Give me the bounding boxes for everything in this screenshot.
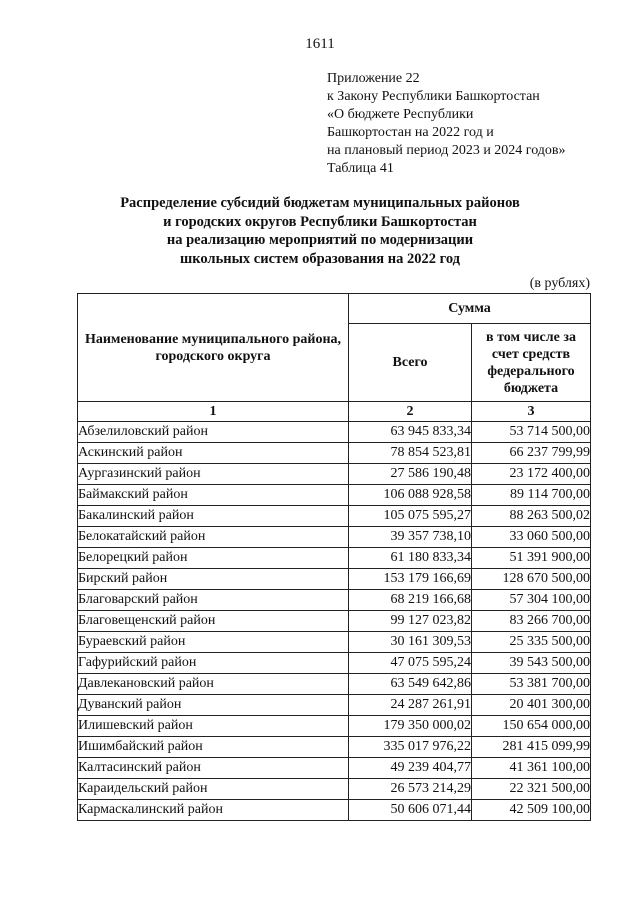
district-name-cell: Благовещенский район xyxy=(78,611,349,632)
appendix-line: на плановый период 2023 и 2024 годов» xyxy=(327,143,566,158)
total-cell: 106 088 928,58 xyxy=(349,485,472,506)
district-name-cell: Илишевский район xyxy=(78,716,349,737)
table-row xyxy=(78,632,591,653)
units-note: (в рублях) xyxy=(529,276,590,291)
table-row xyxy=(78,611,591,632)
subsidy-table xyxy=(77,293,591,821)
district-name-cell: Баймакский район xyxy=(78,485,349,506)
column-number: 2 xyxy=(349,402,472,422)
table-row xyxy=(78,506,591,527)
table-row xyxy=(78,569,591,590)
federal-cell: 41 361 100,00 xyxy=(472,758,591,779)
total-cell: 26 573 214,29 xyxy=(349,779,472,800)
table-row xyxy=(78,443,591,464)
federal-cell: 89 114 700,00 xyxy=(472,485,591,506)
table-row xyxy=(78,674,591,695)
district-name-cell: Белокатайский район xyxy=(78,527,349,548)
total-cell: 49 239 404,77 xyxy=(349,758,472,779)
table-row xyxy=(78,653,591,674)
title-line: Распределение субсидий бюджетам муниципальных районов xyxy=(120,195,520,211)
total-cell: 179 350 000,02 xyxy=(349,716,472,737)
appendix-line: к Закону Республики Башкортостан xyxy=(327,89,540,104)
total-cell: 63 945 833,34 xyxy=(349,422,472,443)
appendix-line: Таблица 41 xyxy=(327,161,394,176)
table-row xyxy=(78,422,591,443)
total-cell: 39 357 738,10 xyxy=(349,527,472,548)
total-cell: 24 287 261,91 xyxy=(349,695,472,716)
title-line: и городских округов Республики Башкортостан xyxy=(163,213,477,230)
total-cell: 99 127 023,82 xyxy=(349,611,472,632)
federal-cell: 83 266 700,00 xyxy=(472,611,591,632)
total-cell: 27 586 190,48 xyxy=(349,464,472,485)
total-cell: 335 017 976,22 xyxy=(349,737,472,758)
district-name-cell: Караидельский район xyxy=(78,779,349,800)
federal-cell: 57 304 100,00 xyxy=(472,590,591,611)
title-line: школьных систем образования на 2022 год xyxy=(179,250,461,267)
title-line: на реализацию мероприятий по модернизации xyxy=(166,232,474,248)
district-name-cell: Бакалинский район xyxy=(78,506,349,527)
table-row xyxy=(78,800,591,821)
federal-cell: 88 263 500,02 xyxy=(472,506,591,527)
total-cell: 30 161 309,53 xyxy=(349,632,472,653)
district-name-cell: Кармаскалинский район xyxy=(78,800,349,821)
federal-cell: 53 381 700,00 xyxy=(472,674,591,695)
total-cell: 61 180 833,34 xyxy=(349,548,472,569)
table-row xyxy=(78,527,591,548)
column-number: 3 xyxy=(472,402,591,422)
federal-cell: 66 237 799,99 xyxy=(472,443,591,464)
district-name-cell: Бирский район xyxy=(78,569,349,590)
appendix-line: «О бюджете Республики xyxy=(327,107,474,122)
header-sum: Сумма xyxy=(349,294,591,324)
table-row xyxy=(78,590,591,611)
header-federal: в том числе за счет средств федерального бюджета xyxy=(472,324,591,402)
total-cell: 78 854 523,81 xyxy=(349,443,472,464)
total-cell: 63 549 642,86 xyxy=(349,674,472,695)
federal-cell: 281 415 099,99 xyxy=(472,737,591,758)
federal-cell: 20 401 300,00 xyxy=(472,695,591,716)
table-row xyxy=(78,485,591,506)
federal-cell: 25 335 500,00 xyxy=(472,632,591,653)
appendix-block xyxy=(327,70,566,178)
table-row xyxy=(78,695,591,716)
appendix-line: Приложение 22 xyxy=(327,71,420,86)
header-total: Всего xyxy=(349,324,472,402)
district-name-cell: Аскинский район xyxy=(78,443,349,464)
table-row xyxy=(78,716,591,737)
table-body xyxy=(78,422,591,821)
district-name-cell: Аургазинский район xyxy=(78,464,349,485)
district-name-cell: Бураевский район xyxy=(78,632,349,653)
table-row xyxy=(78,737,591,758)
federal-cell: 39 543 500,00 xyxy=(472,653,591,674)
federal-cell: 22 321 500,00 xyxy=(472,779,591,800)
federal-cell: 150 654 000,00 xyxy=(472,716,591,737)
page-number: 1611 xyxy=(305,36,335,52)
table-row xyxy=(78,548,591,569)
total-cell: 50 606 071,44 xyxy=(349,800,472,821)
district-name-cell: Дуванский район xyxy=(78,695,349,716)
federal-cell: 53 714 500,00 xyxy=(472,422,591,443)
total-cell: 47 075 595,24 xyxy=(349,653,472,674)
district-name-cell: Белорецкий район xyxy=(78,548,349,569)
table-row xyxy=(78,464,591,485)
federal-cell: 23 172 400,00 xyxy=(472,464,591,485)
federal-cell: 33 060 500,00 xyxy=(472,527,591,548)
document-title xyxy=(60,194,580,268)
appendix-line: Башкортостан на 2022 год и xyxy=(327,125,494,140)
table-row xyxy=(78,779,591,800)
district-name-cell: Калтасинский район xyxy=(78,758,349,779)
total-cell: 153 179 166,69 xyxy=(349,569,472,590)
district-name-cell: Ишимбайский район xyxy=(78,737,349,758)
federal-cell: 42 509 100,00 xyxy=(472,800,591,821)
district-name-cell: Абзелиловский район xyxy=(78,422,349,443)
district-name-cell: Давлекановский район xyxy=(78,674,349,695)
total-cell: 68 219 166,68 xyxy=(349,590,472,611)
district-name-cell: Гафурийский район xyxy=(78,653,349,674)
column-number: 1 xyxy=(78,402,349,422)
district-name-cell: Благоварский район xyxy=(78,590,349,611)
total-cell: 105 075 595,27 xyxy=(349,506,472,527)
federal-cell: 51 391 900,00 xyxy=(472,548,591,569)
header-name: Наименование муниципального района, городского округа xyxy=(78,294,349,402)
table-row xyxy=(78,758,591,779)
federal-cell: 128 670 500,00 xyxy=(472,569,591,590)
